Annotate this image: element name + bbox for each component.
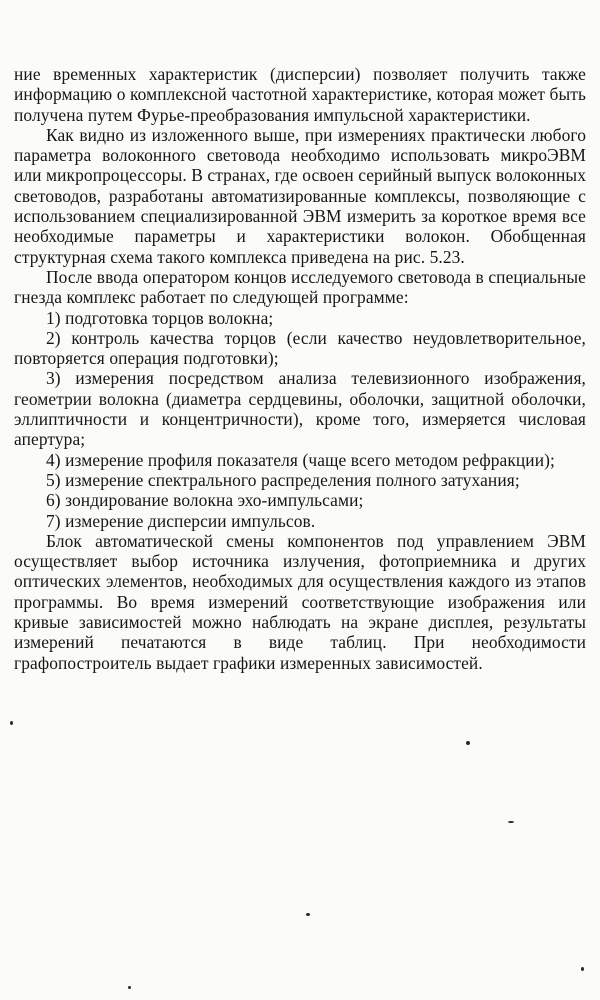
page-body-text [14, 64, 586, 673]
program-step-6: 6) зондирование волокна эхо-импульсами; [46, 490, 364, 511]
scan-speck [306, 913, 310, 916]
paragraph-dispersion-intro: ние временных характеристик (дисперсии) позволяет получить также информацию о комплексной частотной характеристике, которая может быть получена путем Фурье-преобразования импульсной характеристики. [14, 64, 586, 125]
program-step-1: 1) подготовка торцов волокна; [46, 307, 274, 328]
program-step-7: 7) измерение дисперсии импульсов. [46, 510, 316, 531]
paragraph-program-intro: После ввода оператором концов исследуемого световода в специальные гнезда комплекс работает по следующей программе: [14, 266, 586, 308]
paragraph-automation: Как видно из изложенного выше, при измерениях практически любого параметра волоконного световода необходимо использовать микроЭВМ или микропроцессоры. В странах, где освоен серийный выпуск волоконных световодов, разработаны автоматизированные комплексы, позволяющие с использованием специализированной ЭВМ измерить за короткое время все необходимые параметры и характеристики волокон. Обобщенная структурная схема такого комплекса приведена на рис. 5.23. [14, 124, 586, 267]
program-step-4: 4) измерение профиля показателя (чаще всего методом рефракции); [46, 449, 555, 470]
scan-speck [508, 821, 514, 823]
program-step-2: 2) контроль качества торцов (если качество неудовлетворительное, повторяется операция подготовки); [14, 327, 586, 369]
scan-speck [466, 741, 470, 745]
scan-speck [10, 721, 13, 725]
scan-speck [581, 967, 584, 971]
scan-speck [128, 986, 131, 989]
paragraph-closing: Блок автоматической смены компонентов под управлением ЭВМ осуществляет выбор источника излучения, фотоприемника и других оптических элементов, необходимых для осуществления каждого из этапов программы. Во время измерений соответствующие изображения или кривые зависимостей можно наблюдать на экране дисплея, результаты измерений печатаются в виде таблиц. При необходимости графопостроитель выдает графики измеренных зависимостей. [14, 530, 586, 673]
program-step-3: 3) измерения посредством анализа телевизионного изображения, геометрии волокна (диаметра сердцевины, оболочки, защитной оболочки, эллиптичности и концентричности), кроме того, измеряется числовая апертура; [14, 368, 586, 450]
program-step-5: 5) измерение спектрального распределения полного затухания; [46, 469, 520, 490]
